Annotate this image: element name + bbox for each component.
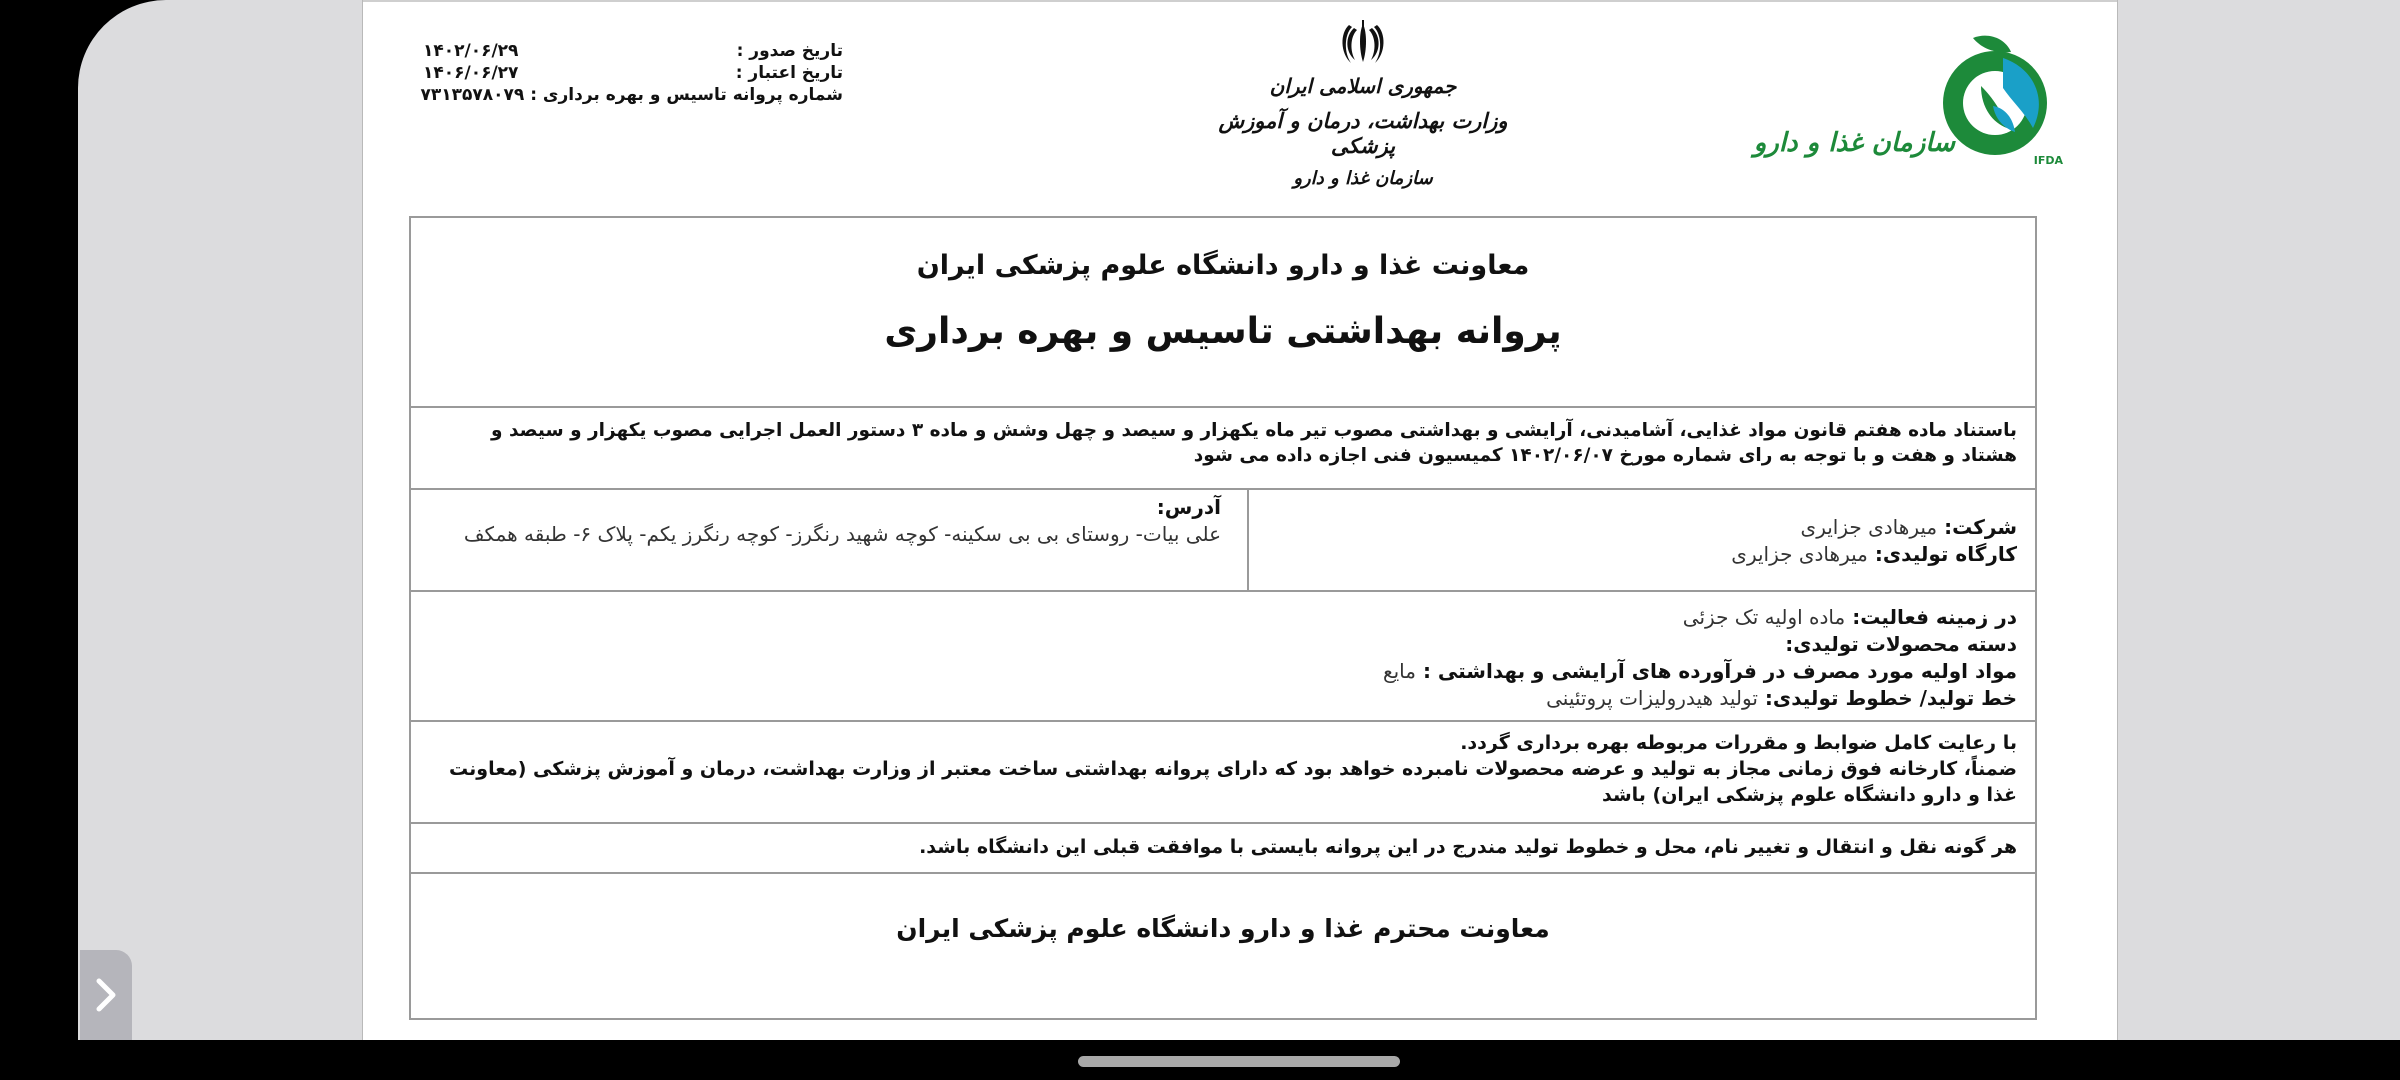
organization-text: سازمان غذا و دارو: [1293, 168, 1433, 189]
column-divider: [1247, 490, 1249, 590]
company-row: [1257, 514, 2017, 541]
address-info: [451, 494, 1221, 548]
signature-title: معاونت محترم غذا و دارو دانشگاه علوم پزشکی ایران: [896, 914, 1550, 943]
issue-date-label: تاریخ صدور :: [736, 41, 843, 61]
form-subtitle: معاونت غذا و دارو دانشگاه علوم پزشکی ایران: [916, 250, 1530, 281]
title-section: [411, 218, 2035, 406]
activity-row: [429, 604, 2017, 631]
transfer-text: هر گونه نقل و انتقال و تغییر نام، محل و خطوط تولید مندرج در این پروانه بایستی با موافقت قبلی این دانشگاه باشد.: [919, 836, 2017, 858]
raw-material-value: مایع: [1382, 659, 1416, 683]
product-category-label: دسته محصولات تولیدی:: [1785, 632, 2017, 656]
license-number-label: شماره پروانه تاسیس و بهره برداری :: [530, 85, 843, 105]
license-meta: [420, 40, 843, 106]
license-page: [362, 0, 2118, 1040]
production-line-row: [429, 685, 2017, 712]
transfer-section: [411, 824, 2035, 872]
compliance-line-2: ضمناً، کارخانه فوق زمانی مجاز به تولید و عرضه محصولات نامبرده خواهد بود که دارای پروانه بهداشتی ساخت معتبر از وزارت بهداشت، درمان و آموزش پزشکی (معاونت غذا و دارو دانشگاه علوم پزشکی ایران) باشد: [449, 758, 2017, 806]
validity-date-value: ۱۴۰۶/۰۶/۲۷: [423, 63, 519, 83]
ifda-logo: [1753, 28, 2063, 178]
law-section: [411, 408, 2035, 488]
address-value: علی بیات- روستای بی بی سکینه- کوچه شهید رنگرز- کوچه رنگرز یکم- پلاک ۶- طبقه همکف: [463, 522, 1221, 546]
validity-date-row: [423, 62, 843, 84]
issue-date-row: [423, 40, 843, 62]
logo-text: سازمان غذا و دارو: [1753, 128, 1955, 158]
company-section: [411, 490, 2035, 590]
activity-section: [411, 592, 2035, 720]
workshop-row: [1257, 541, 2017, 568]
production-line-label: خط تولید/ خطوط تولیدی:: [1764, 686, 2017, 710]
compliance-section: [411, 722, 2035, 822]
chevron-right-icon: [93, 975, 119, 1015]
side-panel-toggle[interactable]: [80, 950, 132, 1040]
company-value: میرهادی جزایری: [1800, 515, 1938, 539]
iran-emblem-icon: [1338, 20, 1388, 66]
license-number-value: ۷۳۱۳۵۷۸۰۷۹: [420, 85, 525, 105]
republic-text: جمهوری اسلامی ایران: [1269, 74, 1457, 98]
ministry-text: وزارت بهداشت، درمان و آموزش پزشکی: [1218, 108, 1508, 158]
compliance-line-1: با رعایت کامل ضوابط و مقررات مربوطه بهره برداری گردد.: [1460, 732, 2017, 754]
activity-label: در زمینه فعالیت:: [1852, 605, 2017, 629]
form-title: پروانه بهداشتی تاسیس و بهره برداری: [884, 311, 1562, 352]
signature-section: [411, 874, 2035, 1020]
license-number-row: [420, 84, 843, 106]
logo-abbr: IFDA: [2033, 154, 2063, 167]
validity-date-label: تاریخ اعتبار :: [735, 63, 843, 83]
address-label: آدرس:: [1156, 495, 1221, 519]
workshop-value: میرهادی جزایری: [1731, 542, 1868, 566]
workshop-label: کارگاه تولیدی:: [1874, 542, 2017, 566]
activity-value: ماده اولیه تک جزئی: [1682, 605, 1846, 629]
law-text: باستناد ماده هفتم قانون مواد غذایی، آشامیدنی، آرایشی و بهداشتی مصوب تیر ماه یکهزار و سیصد و چهل وشش و ماده ۳ دستور العمل اجرایی مصوب یکهزار و سیصد و هشتاد و هفت و با توجه به رای شماره مورخ ۱۴۰۲/۰۶/۰۷ کمیسیون فنی اجازه داده می شود: [491, 420, 2017, 466]
raw-material-label: مواد اولیه مورد مصرف در فرآورده های آرایشی و بهداشتی :: [1422, 659, 2017, 683]
license-form: [409, 216, 2037, 1020]
issue-date-value: ۱۴۰۲/۰۶/۲۹: [423, 41, 519, 61]
company-label: شرکت:: [1944, 515, 2017, 539]
gesture-nav-handle[interactable]: [1078, 1056, 1400, 1067]
company-info: [1257, 514, 2017, 568]
ministry-header: [1203, 20, 1523, 189]
production-line-value: تولید هیدرولیزات پروتئینی: [1546, 686, 1758, 710]
page-edge: [363, 0, 2117, 2]
raw-material-row: [429, 658, 2017, 685]
